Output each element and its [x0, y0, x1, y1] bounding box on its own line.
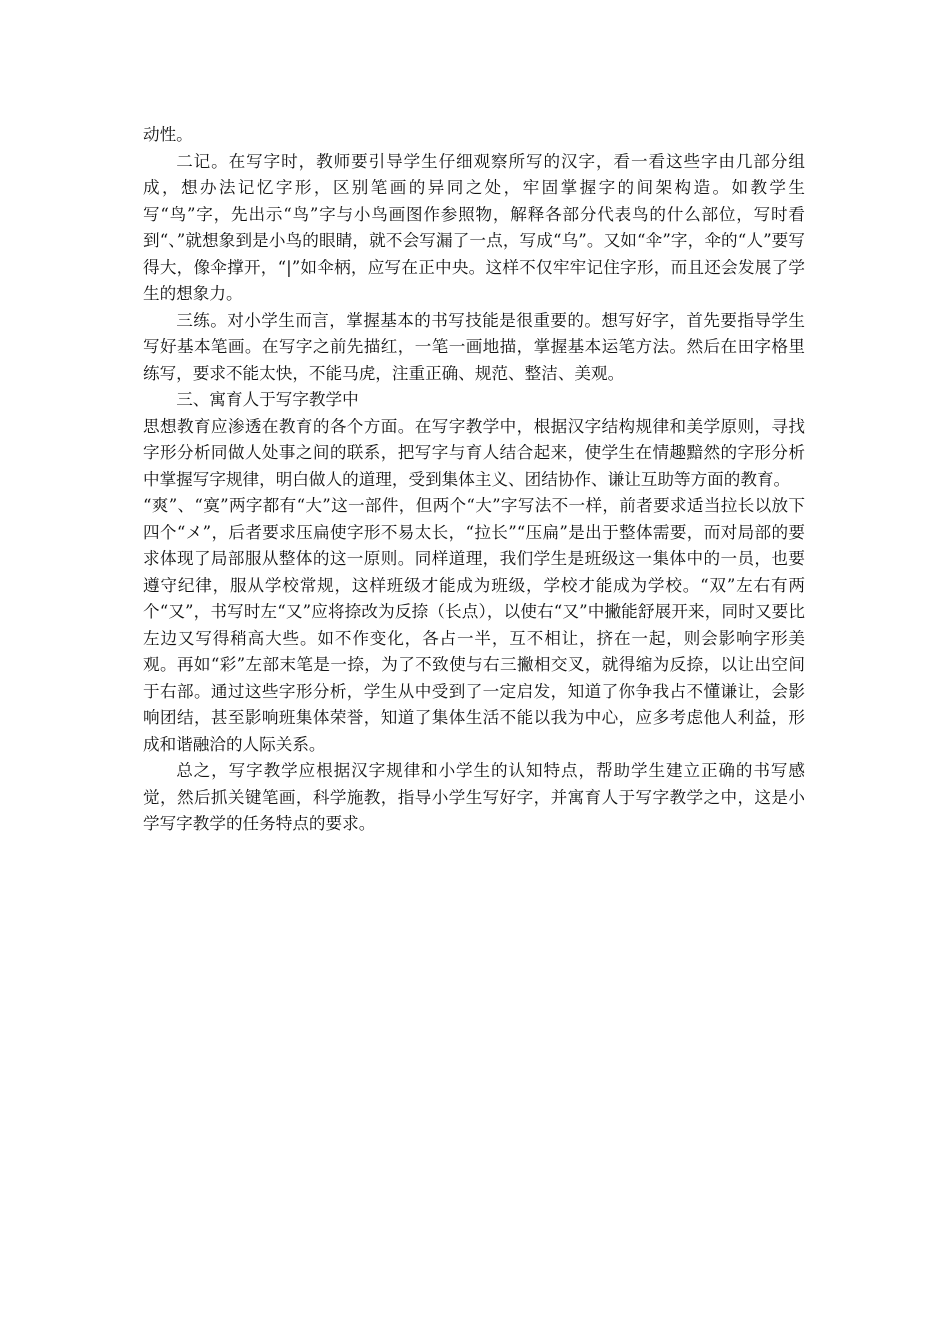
paragraph-character-examples: “爽”、“寞”两字都有“大”这一部件，但两个“大”字写法不一样，前者要求适当拉长以放下四个“メ”，后者要求压扁使字形不易太长，“拉长”“压扁”是出于整体需要，而对局部的要求体现了局部服从整体的这一原则。同样道理，我们学生是班级这一集体中的一员，也要遵守纪律，服从学校常规，这样班级才能成为班级，学校才能成为学校。“双”左右有两个“又”，书写时左“又”应将捺改为反捺（长点），以使右“又”中撇能舒展开来，同时又要比左边又写得稍高大些。如不作变化，各占一半，互不相让，挤在一起，则会影响字形美观。再如“彩”左部末笔是一捺，为了不致使与右三撇相交叉，就得缩为反捺，以让出空间于右部。通过这些字形分析，学生从中受到了一定启发，知道了你争我占不懂谦让，会影响团结，甚至影响班集体荣誉，知道了集体生活不能以我为中心，应多考虑他人利益，形成和谐融洽的人际关系。 — [143, 496, 805, 754]
paragraph-continuation: 动性。 — [143, 125, 193, 144]
paragraph-practice: 三练。对小学生而言，掌握基本的书写技能是很重要的。想写好字，首先要指导学生写好基本笔画。在写字之前先描红，一笔一画地描，掌握基本运笔方法。然后在田字格里练写，要求不能太快，不能马虎，注重正确、规范、整洁、美观。 — [143, 310, 805, 383]
paragraph-conclusion: 总之，写字教学应根据汉字规律和小学生的认知特点，帮助学生建立正确的书写感觉，然后抓关键笔画，科学施教，指导小学生写好字，并寓育人于写字教学之中，这是小学写字教学的任务特点的要求。 — [143, 761, 805, 833]
section-heading: 三、寓育人于写字教学中 — [176, 390, 359, 409]
paragraph-moral-education: 思想教育应渗透在教育的各个方面。在写字教学中，根据汉字结构规律和美学原则，寻找字形分析同做人处事之间的联系，把写字与育人结合起来，使学生在情趣黯然的字形分析中掌握写字规律，明白做人的道理，受到集体主义、团结协作、谦让互助等方面的教育。 — [143, 416, 805, 489]
document-body — [143, 122, 805, 838]
paragraph-memorize: 二记。在写字时，教师要引导学生仔细观察所写的汉字，看一看这些字由几部分组成，想办法记忆字形，区别笔画的异同之处，牢固掌握字的间架构造。如教学生写“鸟”字，先出示“鸟”字与小鸟画图作参照物，解释各部分代表鸟的什么部位，写时看到“、”就想象到是小鸟的眼睛，就不会写漏了一点，写成“乌”。又如“伞”字，伞的“人”要写得大，像伞撑开，“|”如伞柄，应写在正中央。这样不仅牢牢记住字形，而且还会发展了学生的想象力。 — [143, 151, 805, 303]
